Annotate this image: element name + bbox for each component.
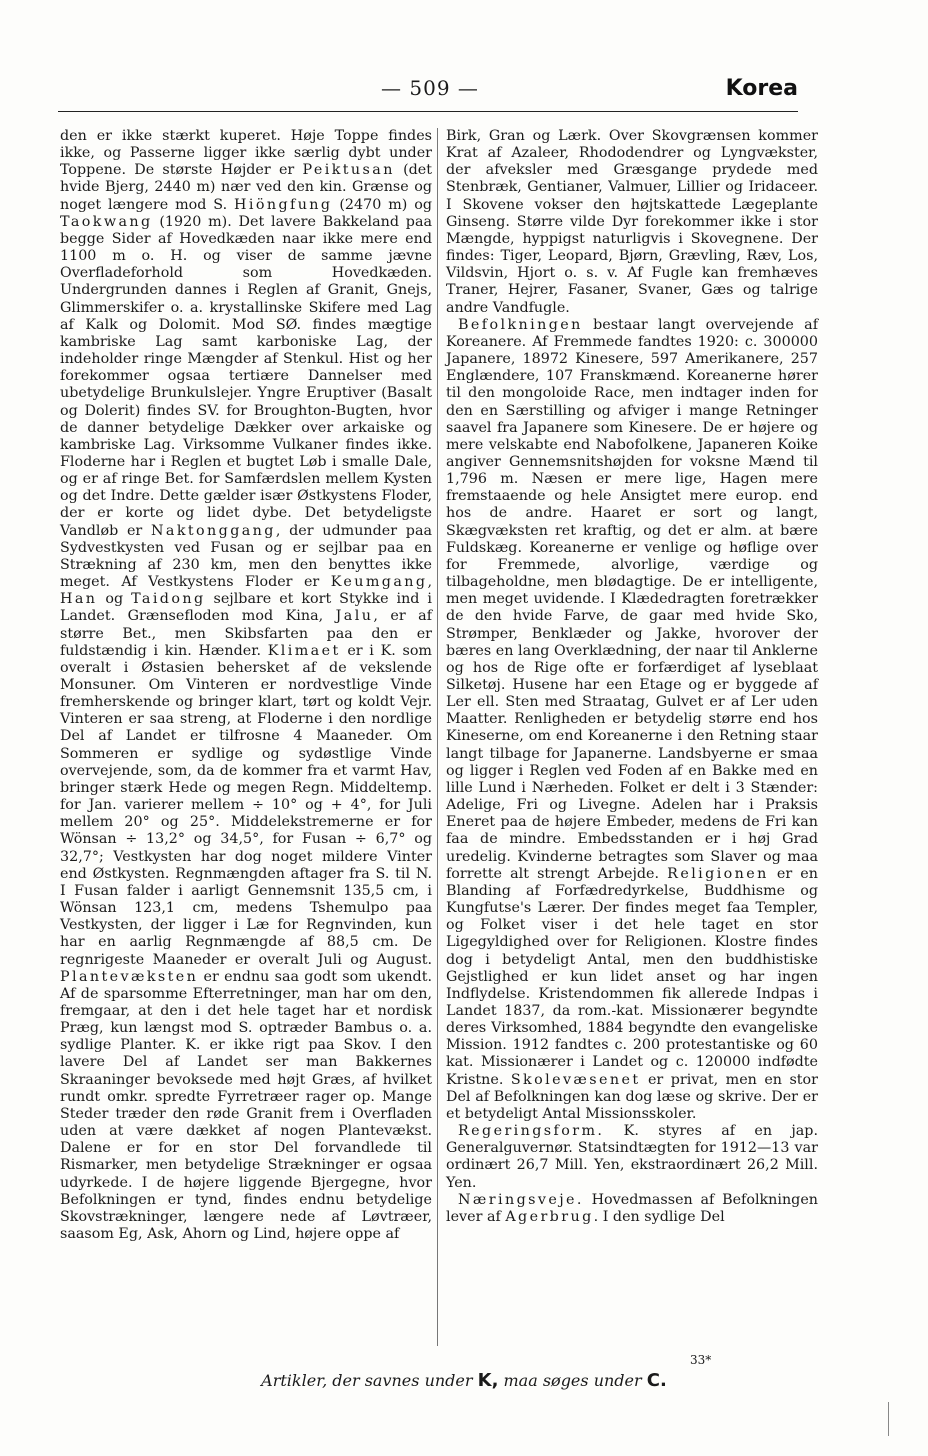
footer-text: maa søges under [498,1371,647,1390]
footer-text: Artikler, der savnes under [261,1371,478,1390]
text-run: . I den sydlige Del [593,1208,725,1225]
text-run: K. styres af en jap. Generalguvernør. Statsindtægten for 1912—13 var ordinært 26,7 Mill. Yen, ekstraordinært 26,2 Mill. Yen. [446,1123,818,1191]
footer-letter-k: K, [477,1370,499,1391]
text-run: Hovedmassen af Befolkningen lever af [446,1191,818,1225]
text-run: bestaar langt overvejende af Koreanere. Af Fremmede fandtes 1920: c. 300000 Japanere, 18972 Kinesere, 597 Amerikanere, 257 Englændere, 107 Franskmænd. Koreanerne hører til den mongoloide Race, men indtager inden for den en Særstilling og afviger i mange Retninger saavel fra Japanere som Kinesere. De er højere og mere velskabte end Nabofolkene, Japaneren Koike angiver Gennemsnitshøjden for voksne Mænd til 1,796 m. Næsen er mere lige, Hagen mere fremstaaende og hele Ansigtet mere europ. end hos de andre. Haaret er sort og langt, Skægvæksten ret kraftig, og det er alm. at bære Fuldskæg. Koreanerne er venlige og høflige over for Fremmede, alvorlige, værdige og tilbageholdne, men blødagtige. De er intelligente, men meget uvidende. I Klædedragten foretrækker de den hvide Farve, de gaar med hvide Sko, Strømper, Benklæder og Jakke, hvorover der bæres en lang Overklædning, der naar til Anklerne og hos de Rige ofte er forfærdiget af lyseblaat Silketøj. Husene har een Etage og er byggede af Ler ell. Sten med Straatag, Gulvet er af Ler uden Maatter. Renligheden er betydelig større end hos Kineserne, om end Koreanerne i den Retning staar langt tilbage for Japanerne. Landsbyerne er smaa og ligger i Reglen ved Foden af en Bakke med en lille Lund i Nærheden. Folket er delt i 3 Stænder: Adelige, Fri og Livegne. Adelen har i Praksis Eneret paa de højere Embeder, medens de Fri kan faa de mindre. Embedsstanden er i høj Grad uredelig. Kvinderne betragtes som Slaver og maa forrette alt strengt Arbejde. [446,316,818,882]
paragraph [446,128,818,317]
text-run: (1920 m). Det lavere Bakkeland paa begge Sider af Hovedkæden naar ikke mere end 1100 m o. H. og viser de samme jævne Overfladeforhold som Hovedkæden. Undergrunden dannes i Reglen af Granit, Gnejs, Glimmerskifer o. a. krystallinske Skifere med Lag af Kalk og Dolomit. Mod SØ. findes mægtige kambriske Lag samt karboniske Lag, der indeholder ringe Mængder af Stenkul. Hist og her forekommer ogsaa tertiære Dannelser med ubetydelige Brunkulslejer. Yngre Eruptiver (Basalt og Dolerit) findes SV. for Broughton-Bugten, hvor de danner betydelige Dækker over arkaiske og kambriske Lag. Virksomme Vulkaner findes ikke. Floderne har i Reglen et bugtet Løb i smalle Dale, og er af ringe Bet. for Samfærdslen mellem Kysten og det Indre. Dette gælder især Østkystens Floder, der er korte og lidet dybe. Det betydeligste Vandløb er [60,213,432,539]
column-divider [437,128,438,1346]
text-run: , [427,574,432,591]
spaced-term: Regeringsform. [458,1123,605,1140]
page-number: — 509 — [381,76,479,100]
header-rule [58,111,798,112]
text-run: er i K. som overalt i Østasien behersket af de vekslende Monsuner. Om Vinteren er nordvestlige Vinde fremherskende og bringer klart, tørt og koldt Vejr. Vinteren er saa streng, at Floderne i den nordlige Del af Landet er tilfrosne 4 Maaneder. Om Sommeren er sydlige og sydøstlige Vinde overvejende, som, da de kommer fra et varmt Hav, bringer stærk Hede og megen Regn. Middeltemp. for Jan. varierer mellem ÷ 10° og + 4°, for Juli mellem 20° og 25°. Middelekstremerne er for Wönsan ÷ 13,2° og 34,5°, for Fusan ÷ 6,7° og 32,7°; Vestkysten har dog noget mildere Vinter end Østkysten. Regnmængden aftager fra S. til N. I Fusan falder i aarligt Gennemsnit 135,5 cm, i Wönsan 123,1 cm, medens Tshemulpo paa Vestkysten, der ligger i Læ for Regnvinden, kun har en aarlig Regnmængde af 88,5 cm. De regnrigeste Maaneder er overalt Juli og August. [60,642,432,968]
spaced-term: Befolkningen [458,316,583,333]
text-run: er endnu saa godt som ukendt. Af de sparsomme Efterretninger, man har om den, fremgaar, at den i det hele taget har et nordisk Præg, kun længst mod S. optræder Bambus o. a. sydlige Planter. K. er ikke rigt paa Skov. I den lavere Del af Landet ser man Bakkernes Skraaninger bevoksede med højt Græs, af hvilket rundt omkr. spredte Fyrretræer rager op. Mange Steder træder den røde Granit frem i Overfladen uden at være dækket af nogen Plantevækst. Dalene er for en stor Del forvandlede til Rismarker, men betydelige Strækninger er ogsaa udyrkede. I de højere liggende Bjergegne, hvor Befolkningen er tynd, findes endnu betydelige Skovstrækninger, længere nede af Løvtræer, saasom Eg, Ask, Ahorn og Lind, højere oppe af [60,968,432,1242]
column-right [446,128,818,1226]
spaced-term: Hiöngfung [234,196,333,213]
text-run: (2470 m) og [332,196,432,213]
running-title: Korea [725,76,798,101]
spaced-term: Peiktusan [302,162,395,179]
text-run: sejlbare et kort Stykke ind i Landet. Grænsefloden mod Kina, [60,591,432,625]
spaced-term: Han [60,591,98,608]
spaced-term: Næringsveje. [458,1191,584,1208]
paragraph [60,128,432,1243]
text-run: , der udmunder paa Sydvestkysten ved Fusan og er sejlbar paa en Strækning af 230 km, men den benyttes ikke meget. Af Vestkystens Floder er [60,522,432,591]
spaced-term: Taokwang [60,213,153,230]
text-run: Birk, Gran og Lærk. Over Skovgrænsen kommer Krat af Azaleer, Rhododendrer og Lyngvækster, der afveksler med Græsgange prydede med Stenbræk, Gentianer, Valmuer, Lillier og Iridaceer. I Skovene vokser den højtskattede Lægeplante Ginseng. Større vilde Dyr forekommer ikke i stor Mængde, hyppigst naturligvis i Skovegnene. Der findes: Tiger, Leopard, Bjørn, Grævling, Ræv, Los, Vildsvin, Hjort o. s. v. Af Fugle kan fremhæves Traner, Hejrer, Fasaner, Svaner, Gæs og talrige andre Vandfugle. [446,128,818,316]
paragraph [446,1123,818,1192]
paragraph [446,1192,818,1226]
spaced-term: Plantevæksten [60,968,199,985]
scan-edge-mark [888,1402,889,1436]
spaced-term: Taidong [131,591,206,608]
spaced-term: Skolevæsenet [510,1071,641,1088]
footer-note [0,1370,928,1391]
text-run: den er ikke stærkt kuperet. Høje Toppe findes ikke, og Passerne ligger ikke særlig dybt under Toppene. De største Højder er [60,128,432,179]
spaced-term: Religionen [667,865,769,882]
text-run: , er af større Bet., men Skibsfarten paa den er fuldstændig i kin. Hænder. [60,608,432,659]
spaced-term: Naktonggang [150,522,276,539]
footer-letter-c: C. [646,1370,667,1391]
spaced-term: Agerbrug [505,1208,594,1225]
text-run: og [97,591,132,608]
spaced-term: Keumgang [330,574,428,591]
column-left [60,128,432,1243]
text-run: er privat, men en stor Del af Befolkningen kan dog læse og skrive. Der er et betydeligt Antal Missionsskoler. [446,1071,818,1122]
text-run: (det hvide Bjerg, 2440 m) nær ved den kin. Grænse og noget længere mod S. [60,162,432,213]
spaced-term: Klimaet [267,642,341,659]
text-run: er en Blanding af Forfædredyrkelse, Buddhisme og Kungfutse's Lærer. Der findes meget faa Templer, og Folket viser i det hele taget en stor Ligegyldighed over for Religionen. Klostre findes dog i betydeligt Antal, men den buddhistiske Gejstlighed er kun lidet anset og har ingen Indflydelse. Kristendommen fik allerede Indpas i Landet 1837, da rom.-kat. Missionærer begyndte deres Virksomhed, 1884 begyndte den evangeliske Mission. 1912 fandtes c. 200 protestantiske og 60 kat. Missionærer i Landet og c. 120000 indfødte Kristne. [446,865,818,1088]
signature-mark: 33* [690,1353,712,1367]
spaced-term: Jalu [335,608,374,625]
paragraph [446,317,818,1123]
